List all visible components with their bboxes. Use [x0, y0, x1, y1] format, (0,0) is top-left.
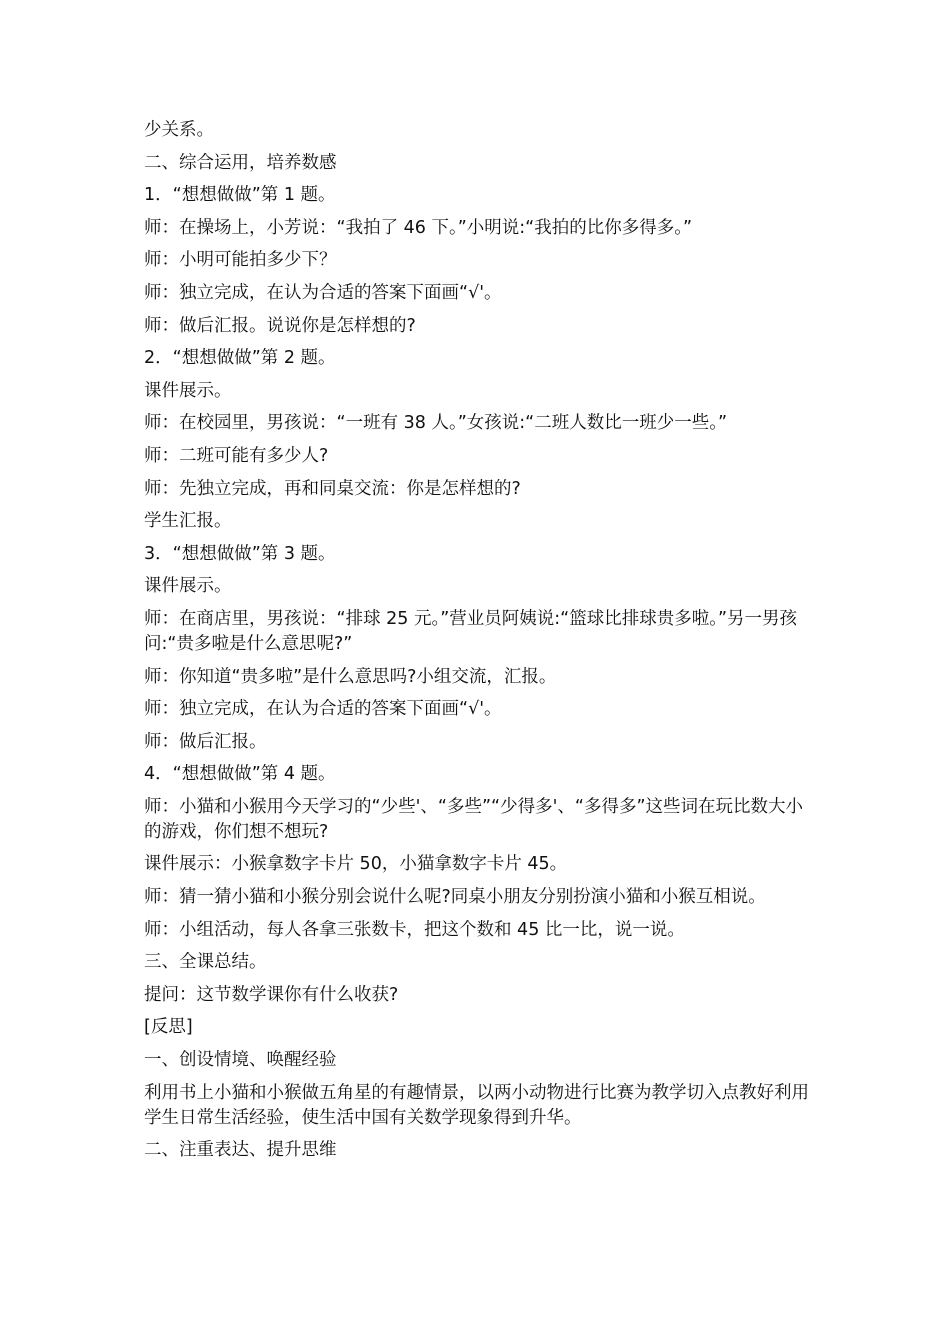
paragraph: 提问：这节数学课你有什么收获?: [144, 984, 399, 1005]
paragraph: 师：做后汇报。: [144, 731, 267, 752]
paragraph: 师：小组活动，每人各拿三张数卡，把这个数和 45 比一比，说一说。: [144, 919, 685, 940]
paragraph: 课件展示：小猴拿数字卡片 50，小猫拿数字卡片 45。: [144, 854, 568, 875]
paragraph: 师：你知道“贵多啦”是什么意思吗?小组交流，汇报。: [144, 666, 557, 687]
paragraph: 师：小明可能拍多少下？: [144, 250, 337, 271]
paragraph: 师：猜一猜小猫和小猴分别会说什么呢?同桌小朋友分别扮演小猫和小猴互相说。: [144, 887, 766, 908]
paragraph: 少关系。: [144, 120, 214, 140]
paragraph: 师：在商店里，男孩说：“排球 25 元。”营业员阿姨说:“篮球比排球贵多啦。”另一男孩问:“贵多啦是什么意思呢?”: [144, 608, 798, 654]
paragraph: 课件展示。: [144, 576, 232, 597]
paragraph: 师：二班可能有多少人?: [144, 445, 329, 466]
paragraph: 师：在校园里，男孩说：“一班有 38 人。”女孩说:“二班人数比一班少一些。”: [144, 413, 728, 434]
paragraph: 师：做后汇报。说说你是怎样想的?: [144, 315, 416, 336]
section-heading: 二、注重表达、提升思维: [144, 1140, 337, 1161]
section-heading: 一、创设情境、唤醒经验: [144, 1050, 337, 1071]
exercise-heading: 2．“想想做做”第 2 题。: [144, 348, 336, 369]
reflection-heading: [反思]: [144, 1017, 193, 1038]
exercise-heading: 1．“想想做做”第 1 题。: [144, 185, 336, 206]
paragraph: 课件展示。: [144, 380, 232, 401]
paragraph: 师：先独立完成，再和同桌交流：你是怎样想的?: [144, 478, 521, 499]
paragraph: 师：小猫和小猴用今天学习的“少些'、“多些”“少得多'、“多得多”这些词在玩比数大小的游戏，你们想不想玩?: [144, 796, 804, 842]
exercise-heading: 4．“想想做做”第 4 题。: [144, 764, 336, 785]
paragraph: 师：独立完成，在认为合适的答案下面画“√'。: [144, 282, 502, 303]
exercise-heading: 3．“想想做做”第 3 题。: [144, 543, 336, 564]
document-body: [144, 118, 810, 1171]
paragraph: 学生汇报。: [144, 511, 232, 532]
section-heading: 三、全课总结。: [144, 952, 267, 973]
paragraph: 师：独立完成，在认为合适的答案下面画“√'。: [144, 699, 502, 720]
paragraph: 师：在操场上，小芳说：“我拍了 46 下。”小明说:“我拍的比你多得多。”: [144, 217, 693, 238]
paragraph: 利用书上小猫和小猴做五角星的有趣情景，以两小动物进行比赛为教学切入点教好利用学生日常生活经验，使生活中国有关数学现象得到升华。: [144, 1082, 809, 1128]
section-heading: 二、综合运用，培养数感: [144, 152, 337, 173]
